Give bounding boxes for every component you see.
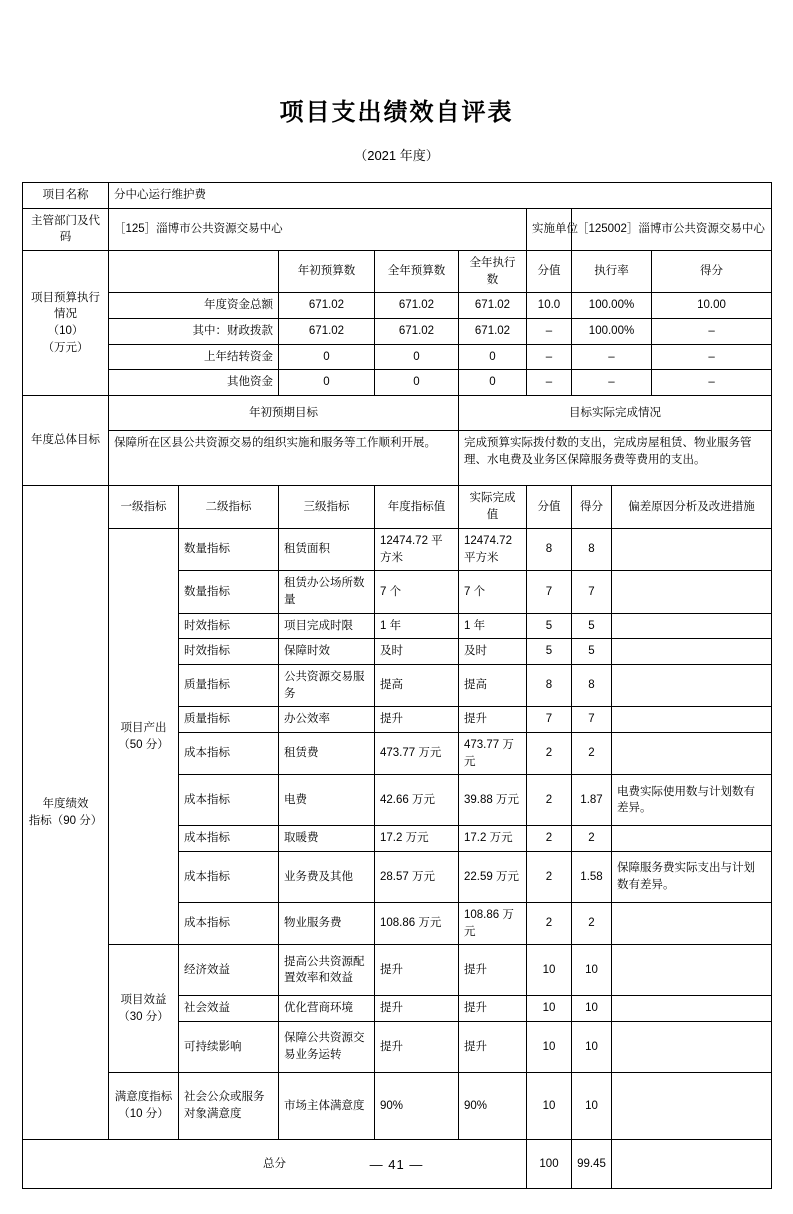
got-value: 10 bbox=[572, 945, 612, 996]
table-row bbox=[23, 344, 772, 370]
target-value: 提升 bbox=[375, 996, 459, 1022]
target-value: 42.66 万元 bbox=[375, 775, 459, 826]
page-number: — 41 — bbox=[369, 1157, 424, 1172]
indicators-side-label-line1: 年度绩效 bbox=[42, 797, 89, 810]
budget-row-3-v2: 0 bbox=[375, 370, 459, 396]
deviation-note bbox=[612, 529, 772, 571]
page-subtitle: （2021 年度） bbox=[354, 148, 439, 163]
budget-row-3-v1: 0 bbox=[279, 370, 375, 396]
deviation-note bbox=[612, 613, 772, 639]
got-value: 5 bbox=[572, 613, 612, 639]
target-value: 12474.72 平方米 bbox=[375, 529, 459, 571]
got-value: 2 bbox=[572, 733, 612, 775]
actual-value: 473.77 万元 bbox=[459, 733, 527, 775]
level3-indicator: 租赁费 bbox=[279, 733, 375, 775]
deviation-note bbox=[612, 1073, 772, 1140]
table-row bbox=[23, 1073, 772, 1140]
indicators-col-header-7: 偏差原因分析及改进措施 bbox=[612, 486, 772, 529]
indicators-col-header-5: 分值 bbox=[527, 486, 572, 529]
got-value: 1.87 bbox=[572, 775, 612, 826]
level3-indicator: 保障时效 bbox=[279, 639, 375, 665]
score-value: 2 bbox=[527, 903, 572, 945]
budget-col-header-1: 全年预算数 bbox=[375, 251, 459, 293]
level2-indicator: 质量指标 bbox=[179, 665, 279, 707]
budget-row-1-v1: 671.02 bbox=[279, 319, 375, 345]
level1-indicator-benefit bbox=[109, 945, 179, 1073]
budget-row-1-v3: 671.02 bbox=[459, 319, 527, 345]
level2-indicator: 经济效益 bbox=[179, 945, 279, 996]
budget-row-0-v3: 671.02 bbox=[459, 293, 527, 319]
unit-value: ［125002］淄博市公共资源交易中心 bbox=[572, 208, 772, 250]
level2-indicator: 成本指标 bbox=[179, 852, 279, 903]
target-value: 提升 bbox=[375, 945, 459, 996]
target-value: 及时 bbox=[375, 639, 459, 665]
annual-goal-col2-header: 目标实际完成情况 bbox=[459, 396, 772, 431]
annual-goal-col1-text: 保障所在区县公共资源交易的组织实施和服务等工作顺利开展。 bbox=[109, 431, 459, 486]
level1-benefit-line1: 项目效益 bbox=[120, 994, 167, 1007]
deviation-note bbox=[612, 639, 772, 665]
page-title: 项目支出绩效自评表 bbox=[279, 99, 514, 126]
indicators-col-header-1: 二级指标 bbox=[179, 486, 279, 529]
score-value: 2 bbox=[527, 852, 572, 903]
level3-indicator: 办公效率 bbox=[279, 707, 375, 733]
score-value: 10 bbox=[527, 1073, 572, 1140]
deviation-note bbox=[612, 996, 772, 1022]
target-value: 1 年 bbox=[375, 613, 459, 639]
budget-row-0-v1: 671.02 bbox=[279, 293, 375, 319]
got-value: 1.58 bbox=[572, 852, 612, 903]
level1-benefit-line2: （30 分） bbox=[118, 1010, 169, 1023]
actual-value: 22.59 万元 bbox=[459, 852, 527, 903]
budget-col-header-5: 得分 bbox=[652, 251, 772, 293]
indicators-col-header-6: 得分 bbox=[572, 486, 612, 529]
budget-row-1-got: – bbox=[652, 319, 772, 345]
budget-row-0-v2: 671.02 bbox=[375, 293, 459, 319]
level1-indicator-output bbox=[109, 529, 179, 945]
indicators-col-header-3: 年度指标值 bbox=[375, 486, 459, 529]
target-value: 提高 bbox=[375, 665, 459, 707]
got-value: 10 bbox=[572, 1073, 612, 1140]
project-name-value: 分中心运行维护费 bbox=[109, 183, 772, 209]
score-value: 7 bbox=[527, 571, 572, 613]
level3-indicator: 租赁面积 bbox=[279, 529, 375, 571]
actual-value: 提升 bbox=[459, 1022, 527, 1073]
total-got: 99.45 bbox=[572, 1140, 612, 1189]
level1-output-line1: 项目产出 bbox=[120, 722, 167, 735]
budget-col-header-0: 年初预算数 bbox=[279, 251, 375, 293]
table-row bbox=[23, 945, 772, 996]
level1-indicator-satisfaction bbox=[109, 1073, 179, 1140]
budget-row-3-name: 其他资金 bbox=[109, 370, 279, 396]
got-value: 10 bbox=[572, 1022, 612, 1073]
score-value: 5 bbox=[527, 613, 572, 639]
table-row bbox=[23, 319, 772, 345]
budget-row-3-got: – bbox=[652, 370, 772, 396]
dept-code-value: ［125］淄博市公共资源交易中心 bbox=[109, 208, 527, 250]
table-row bbox=[23, 370, 772, 396]
target-value: 提升 bbox=[375, 707, 459, 733]
evaluation-table-container bbox=[22, 182, 771, 1189]
document-page bbox=[0, 92, 793, 1214]
deviation-note bbox=[612, 571, 772, 613]
level2-indicator: 社会效益 bbox=[179, 996, 279, 1022]
level2-indicator: 成本指标 bbox=[179, 775, 279, 826]
score-value: 10 bbox=[527, 1022, 572, 1073]
level3-indicator: 租赁办公场所数量 bbox=[279, 571, 375, 613]
score-value: 2 bbox=[527, 733, 572, 775]
score-value: 8 bbox=[527, 529, 572, 571]
deviation-note: 保障服务费实际支出与计划数有差异。 bbox=[612, 852, 772, 903]
got-value: 2 bbox=[572, 826, 612, 852]
indicators-col-header-4: 实际完成值 bbox=[459, 486, 527, 529]
budget-blank-cell bbox=[109, 251, 279, 293]
level2-indicator: 成本指标 bbox=[179, 826, 279, 852]
level1-satisfaction-line1: 满意度指标 bbox=[114, 1091, 173, 1104]
budget-row-2-v3: 0 bbox=[459, 344, 527, 370]
score-value: 8 bbox=[527, 665, 572, 707]
budget-section-label bbox=[23, 251, 109, 396]
deviation-note bbox=[612, 1022, 772, 1073]
table-row bbox=[23, 529, 772, 571]
level3-indicator: 提高公共资源配置效率和效益 bbox=[279, 945, 375, 996]
budget-row-3-v3: 0 bbox=[459, 370, 527, 396]
level1-output-line2: （50 分） bbox=[118, 738, 169, 751]
budget-row-1-score: – bbox=[527, 319, 572, 345]
score-value: 7 bbox=[527, 707, 572, 733]
budget-row-0-got: 10.00 bbox=[652, 293, 772, 319]
level2-indicator: 质量指标 bbox=[179, 707, 279, 733]
got-value: 2 bbox=[572, 903, 612, 945]
actual-value: 90% bbox=[459, 1073, 527, 1140]
total-score: 100 bbox=[527, 1140, 572, 1189]
actual-value: 7 个 bbox=[459, 571, 527, 613]
level2-indicator: 成本指标 bbox=[179, 903, 279, 945]
table-row bbox=[23, 293, 772, 319]
target-value: 90% bbox=[375, 1073, 459, 1140]
deviation-note bbox=[612, 826, 772, 852]
level3-indicator: 取暖费 bbox=[279, 826, 375, 852]
table-row bbox=[23, 183, 772, 209]
got-value: 7 bbox=[572, 707, 612, 733]
level2-indicator: 成本指标 bbox=[179, 733, 279, 775]
indicators-side-label bbox=[23, 486, 109, 1140]
level3-indicator: 电费 bbox=[279, 775, 375, 826]
actual-value: 17.2 万元 bbox=[459, 826, 527, 852]
budget-row-0-name: 年度资金总额 bbox=[109, 293, 279, 319]
indicators-col-header-2: 三级指标 bbox=[279, 486, 375, 529]
level3-indicator: 公共资源交易服务 bbox=[279, 665, 375, 707]
level2-indicator: 社会公众或服务对象满意度 bbox=[179, 1073, 279, 1140]
level2-indicator: 时效指标 bbox=[179, 639, 279, 665]
level3-indicator: 业务费及其他 bbox=[279, 852, 375, 903]
budget-row-2-score: – bbox=[527, 344, 572, 370]
budget-row-1-name: 其中：财政拨款 bbox=[109, 319, 279, 345]
table-row bbox=[23, 431, 772, 486]
budget-row-2-rate: – bbox=[572, 344, 652, 370]
table-row bbox=[23, 208, 772, 250]
score-value: 10 bbox=[527, 996, 572, 1022]
actual-value: 提升 bbox=[459, 945, 527, 996]
budget-row-1-rate: 100.00% bbox=[572, 319, 652, 345]
deviation-note bbox=[612, 665, 772, 707]
target-value: 28.57 万元 bbox=[375, 852, 459, 903]
budget-row-2-v1: 0 bbox=[279, 344, 375, 370]
deviation-note bbox=[612, 903, 772, 945]
actual-value: 提升 bbox=[459, 707, 527, 733]
total-label: 总分 bbox=[23, 1140, 527, 1189]
level2-indicator: 时效指标 bbox=[179, 613, 279, 639]
annual-goal-label: 年度总体目标 bbox=[23, 396, 109, 486]
level3-indicator: 市场主体满意度 bbox=[279, 1073, 375, 1140]
table-row bbox=[23, 486, 772, 529]
annual-goal-col2-text: 完成预算实际拨付数的支出，完成房屋租赁、物业服务管理、水电费及业务区保障服务费等费用的支出。 bbox=[459, 431, 772, 486]
target-value: 7 个 bbox=[375, 571, 459, 613]
got-value: 8 bbox=[572, 665, 612, 707]
budget-row-1-v2: 671.02 bbox=[375, 319, 459, 345]
target-value: 108.86 万元 bbox=[375, 903, 459, 945]
level1-satisfaction-line2: （10 分） bbox=[118, 1108, 169, 1121]
level2-indicator: 可持续影响 bbox=[179, 1022, 279, 1073]
deviation-note bbox=[612, 733, 772, 775]
score-value: 2 bbox=[527, 826, 572, 852]
budget-row-3-rate: – bbox=[572, 370, 652, 396]
budget-row-2-v2: 0 bbox=[375, 344, 459, 370]
level2-indicator: 数量指标 bbox=[179, 571, 279, 613]
budget-row-0-rate: 100.00% bbox=[572, 293, 652, 319]
table-row bbox=[23, 396, 772, 431]
got-value: 10 bbox=[572, 996, 612, 1022]
budget-label-line2: （10） bbox=[47, 325, 84, 338]
annual-goal-col1-header: 年初预期目标 bbox=[109, 396, 459, 431]
actual-value: 提高 bbox=[459, 665, 527, 707]
actual-value: 12474.72 平方米 bbox=[459, 529, 527, 571]
budget-row-2-got: – bbox=[652, 344, 772, 370]
level3-indicator: 保障公共资源交易业务运转 bbox=[279, 1022, 375, 1073]
got-value: 7 bbox=[572, 571, 612, 613]
budget-row-3-score: – bbox=[527, 370, 572, 396]
unit-label: 实施单位 bbox=[527, 208, 572, 250]
target-value: 提升 bbox=[375, 1022, 459, 1073]
actual-value: 108.86 万元 bbox=[459, 903, 527, 945]
evaluation-table bbox=[22, 182, 772, 1189]
score-value: 2 bbox=[527, 775, 572, 826]
budget-row-0-score: 10.0 bbox=[527, 293, 572, 319]
indicators-side-label-line2: 指标（90 分） bbox=[28, 814, 103, 827]
got-value: 8 bbox=[572, 529, 612, 571]
got-value: 5 bbox=[572, 639, 612, 665]
budget-label-line3: （万元） bbox=[42, 341, 89, 354]
indicators-col-header-0: 一级指标 bbox=[109, 486, 179, 529]
budget-row-2-name: 上年结转资金 bbox=[109, 344, 279, 370]
target-value: 473.77 万元 bbox=[375, 733, 459, 775]
actual-value: 39.88 万元 bbox=[459, 775, 527, 826]
budget-col-header-4: 执行率 bbox=[572, 251, 652, 293]
actual-value: 及时 bbox=[459, 639, 527, 665]
level3-indicator: 物业服务费 bbox=[279, 903, 375, 945]
level2-indicator: 数量指标 bbox=[179, 529, 279, 571]
budget-col-header-3: 分值 bbox=[527, 251, 572, 293]
level3-indicator: 项目完成时限 bbox=[279, 613, 375, 639]
deviation-note bbox=[612, 945, 772, 996]
deviation-note: 电费实际使用数与计划数有差异。 bbox=[612, 775, 772, 826]
deviation-note bbox=[612, 707, 772, 733]
actual-value: 1 年 bbox=[459, 613, 527, 639]
dept-code-label: 主管部门及代码 bbox=[23, 208, 109, 250]
budget-col-header-2: 全年执行数 bbox=[459, 251, 527, 293]
level3-indicator: 优化营商环境 bbox=[279, 996, 375, 1022]
budget-label-line1: 项目预算执行情况 bbox=[31, 291, 100, 321]
project-name-label: 项目名称 bbox=[23, 183, 109, 209]
score-value: 5 bbox=[527, 639, 572, 665]
actual-value: 提升 bbox=[459, 996, 527, 1022]
target-value: 17.2 万元 bbox=[375, 826, 459, 852]
table-row bbox=[23, 251, 772, 293]
score-value: 10 bbox=[527, 945, 572, 996]
